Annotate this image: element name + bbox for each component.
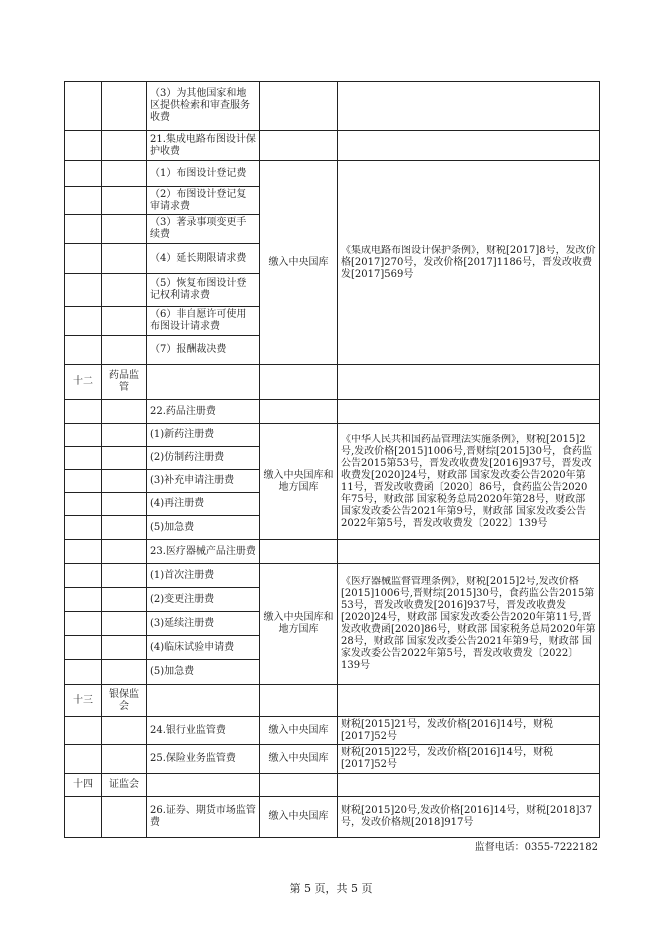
section-number: 十四 — [65, 774, 102, 797]
treasury-cell: 缴入中央国库 — [260, 745, 338, 774]
fee-item: (5)加急费 — [147, 660, 260, 685]
basis-cell — [338, 564, 600, 685]
fee-item: (2)变更注册费 — [147, 588, 260, 612]
table-row — [65, 797, 600, 838]
fee-item: (3)补充申请注册费 — [147, 470, 260, 493]
section-number: 十二 — [65, 365, 102, 400]
section-name: 药品监管 — [102, 365, 147, 400]
table-row — [65, 131, 600, 161]
section-row — [65, 685, 600, 717]
section-number: 十三 — [65, 685, 102, 717]
table-row — [65, 717, 600, 745]
section-name: 证监会 — [102, 774, 147, 797]
fee-item: （7）报酬裁决费 — [147, 336, 260, 365]
table-row — [65, 745, 600, 774]
fee-item: 24.银行业监管费 — [147, 717, 260, 745]
fee-item: (1)新药注册费 — [147, 424, 260, 447]
fee-item: （1）布图设计登记费 — [147, 161, 260, 187]
table-row — [65, 540, 600, 564]
table-row — [65, 564, 600, 588]
basis-text: 《医疗器械监督管理条例》，财税[2015]2号,发改价格[2015]1006号,晋财综[2015]30号，食药监公告2015第53号，晋发改收费发[2016]937号，晋发改收费发[2020]24号，财政部 国家发改委公告2020年第11号,晋发改收费函[2020]86号，财政部 国家税务总局2020年第28号，财政部 国家发改委公告2021年第9号，财政部 国家发改委公告2022年第5号，晋发改收费发〔2022〕139号 — [341, 576, 596, 671]
page-number: 第 5 页，共 5 页 — [289, 882, 373, 895]
supervision-phone: 监督电话：0355-7222182 — [474, 842, 598, 853]
treasury-cell: 缴入中央国库和地方国库 — [260, 424, 338, 540]
fee-item: （5）恢复布图设计登记权利请求费 — [147, 274, 260, 307]
table-row — [65, 161, 600, 187]
fee-item: (1)首次注册费 — [147, 564, 260, 588]
basis-cell: 财税[2015]21号，发改价格[2016]14号，财税[2017]52号 — [338, 717, 600, 745]
treasury-cell: 缴入中央国库 — [260, 797, 338, 838]
treasury-cell: 缴入中央国库和地方国库 — [260, 564, 338, 685]
fee-item: （4）延长期限请求费 — [147, 244, 260, 274]
fee-item: 25.保险业务监管费 — [147, 745, 260, 774]
fee-item: 22.药品注册费 — [147, 400, 260, 424]
fee-item: (2)仿制药注册费 — [147, 447, 260, 470]
fee-item: 26.证券、期货市场监管费 — [147, 797, 260, 838]
section-row — [65, 365, 600, 400]
treasury-cell: 缴入中央国库 — [260, 161, 338, 365]
fee-item: (4)临床试验申请费 — [147, 636, 260, 660]
basis-cell: 财税[2015]20号,发改价格[2016]14号，财税[2018]37号，发改价格规[2018]917号 — [338, 797, 600, 838]
fee-item: （6）非自愿许可使用布图设计请求费 — [147, 307, 260, 336]
basis-cell: 财税[2015]22号，发改价格[2016]14号，财税[2017]52号 — [338, 745, 600, 774]
fee-item: 23.医疗器械产品注册费 — [147, 540, 260, 564]
fee-item: （3）为其他国家和地区提供检索和审查服务收费 — [147, 82, 260, 131]
table-row — [65, 424, 600, 447]
fee-item: 21.集成电路布图设计保护收费 — [147, 131, 260, 161]
section-name: 银保监会 — [102, 685, 147, 717]
basis-cell — [338, 424, 600, 540]
basis-text: 《集成电路布图设计保护条例》，财税[2017]8号，发改价格[2017]270号，发改价格[2017]1186号，晋发改收费发[2017]569号 — [341, 244, 596, 280]
fee-item: (5)加急费 — [147, 516, 260, 540]
basis-text: 《中华人民共和国药品管理法实施条例》，财税[2015]2号,发改价格[2015]1006号,晋财综[2015]30号，食药监公告2015第53号，晋发改收费发[2016]937号，晋发改收费发[2020]24号，财政部 国家发改委公告2020年第11号，晋发改收费函〔2020〕86号，食药监公告2020年75号，财政部 国家税务总局2020年第28号，财政部 国家发改委公告2021年第9号，财政部 国家发改委公告2022年第5号，晋发改收费发〔2022〕139号 — [341, 433, 593, 529]
fee-item: (3)延续注册费 — [147, 612, 260, 636]
fee-table — [64, 81, 600, 838]
basis-cell — [338, 161, 600, 365]
table-row — [65, 400, 600, 424]
fee-item: （2）布图设计登记复审请求费 — [147, 187, 260, 215]
table-row — [65, 82, 600, 131]
section-row — [65, 774, 600, 797]
treasury-cell: 缴入中央国库 — [260, 717, 338, 745]
fee-item: (4)再注册费 — [147, 493, 260, 516]
fee-item: （3）著录事项变更手续费 — [147, 215, 260, 244]
